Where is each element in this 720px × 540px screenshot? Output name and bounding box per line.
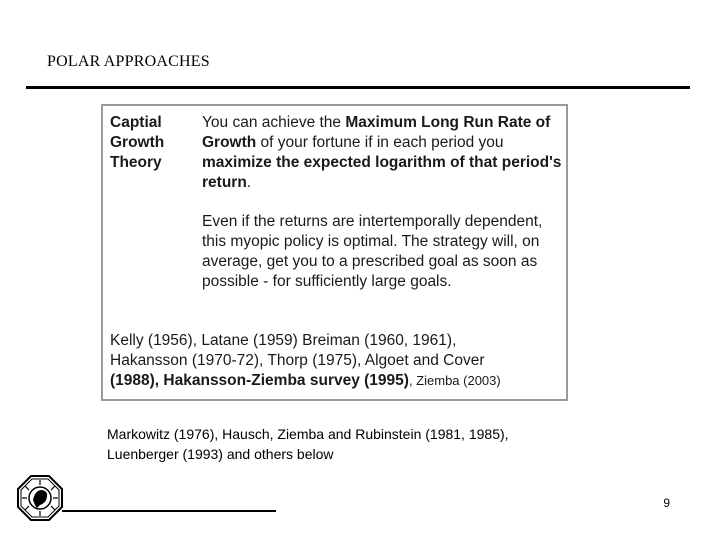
figure-heading — [110, 113, 195, 173]
refs-line-3-bold: (1988), Hakansson-Ziemba survey (1995) — [110, 372, 409, 389]
heading-line-2: Growth — [110, 134, 165, 151]
para1-bold-2: maximize the expected logarithm of that period's return — [202, 154, 562, 191]
heading-line-3: Theory — [110, 154, 162, 171]
title-divider — [26, 86, 690, 89]
paragraph-maximum-growth — [202, 113, 564, 193]
paragraph-myopic-policy: Even if the returns are intertemporally dependent, this myopic policy is optimal. The strategy will, on average, get you to a prescribed goal as soon as possible - for sufficiently large goals. — [202, 213, 543, 290]
page-number: 9 — [663, 496, 670, 510]
para1-text-1: You can achieve the — [202, 114, 346, 131]
refs-line-1: Kelly (1956), Latane (1959) Breiman (1960, 1961), — [110, 332, 457, 349]
refs-line-2: Hakansson (1970-72), Thorp (1975), Algoet and Cover — [110, 352, 485, 369]
octagon-seal-logo-icon — [17, 475, 63, 521]
figure-references — [110, 331, 560, 391]
para1-text-3: . — [246, 174, 252, 191]
para1-text-2: of your fortune if in each period you — [256, 134, 504, 151]
para1-bold-1: Maximum Long Run Rate of Growth — [202, 114, 551, 151]
refs-line-3-small: , Ziemba (2003) — [408, 373, 501, 388]
slide-title: POLAR APPROACHES — [47, 53, 210, 70]
heading-line-1: Captial — [110, 114, 162, 131]
refs-line-3 — [110, 371, 560, 391]
footer-divider — [62, 510, 276, 512]
other-references: Markowitz (1976), Hausch, Ziemba and Rubinstein (1981, 1985), Luenberger (1993) and others below — [107, 426, 509, 462]
capital-growth-figure — [101, 104, 568, 401]
figure-body — [202, 113, 564, 292]
